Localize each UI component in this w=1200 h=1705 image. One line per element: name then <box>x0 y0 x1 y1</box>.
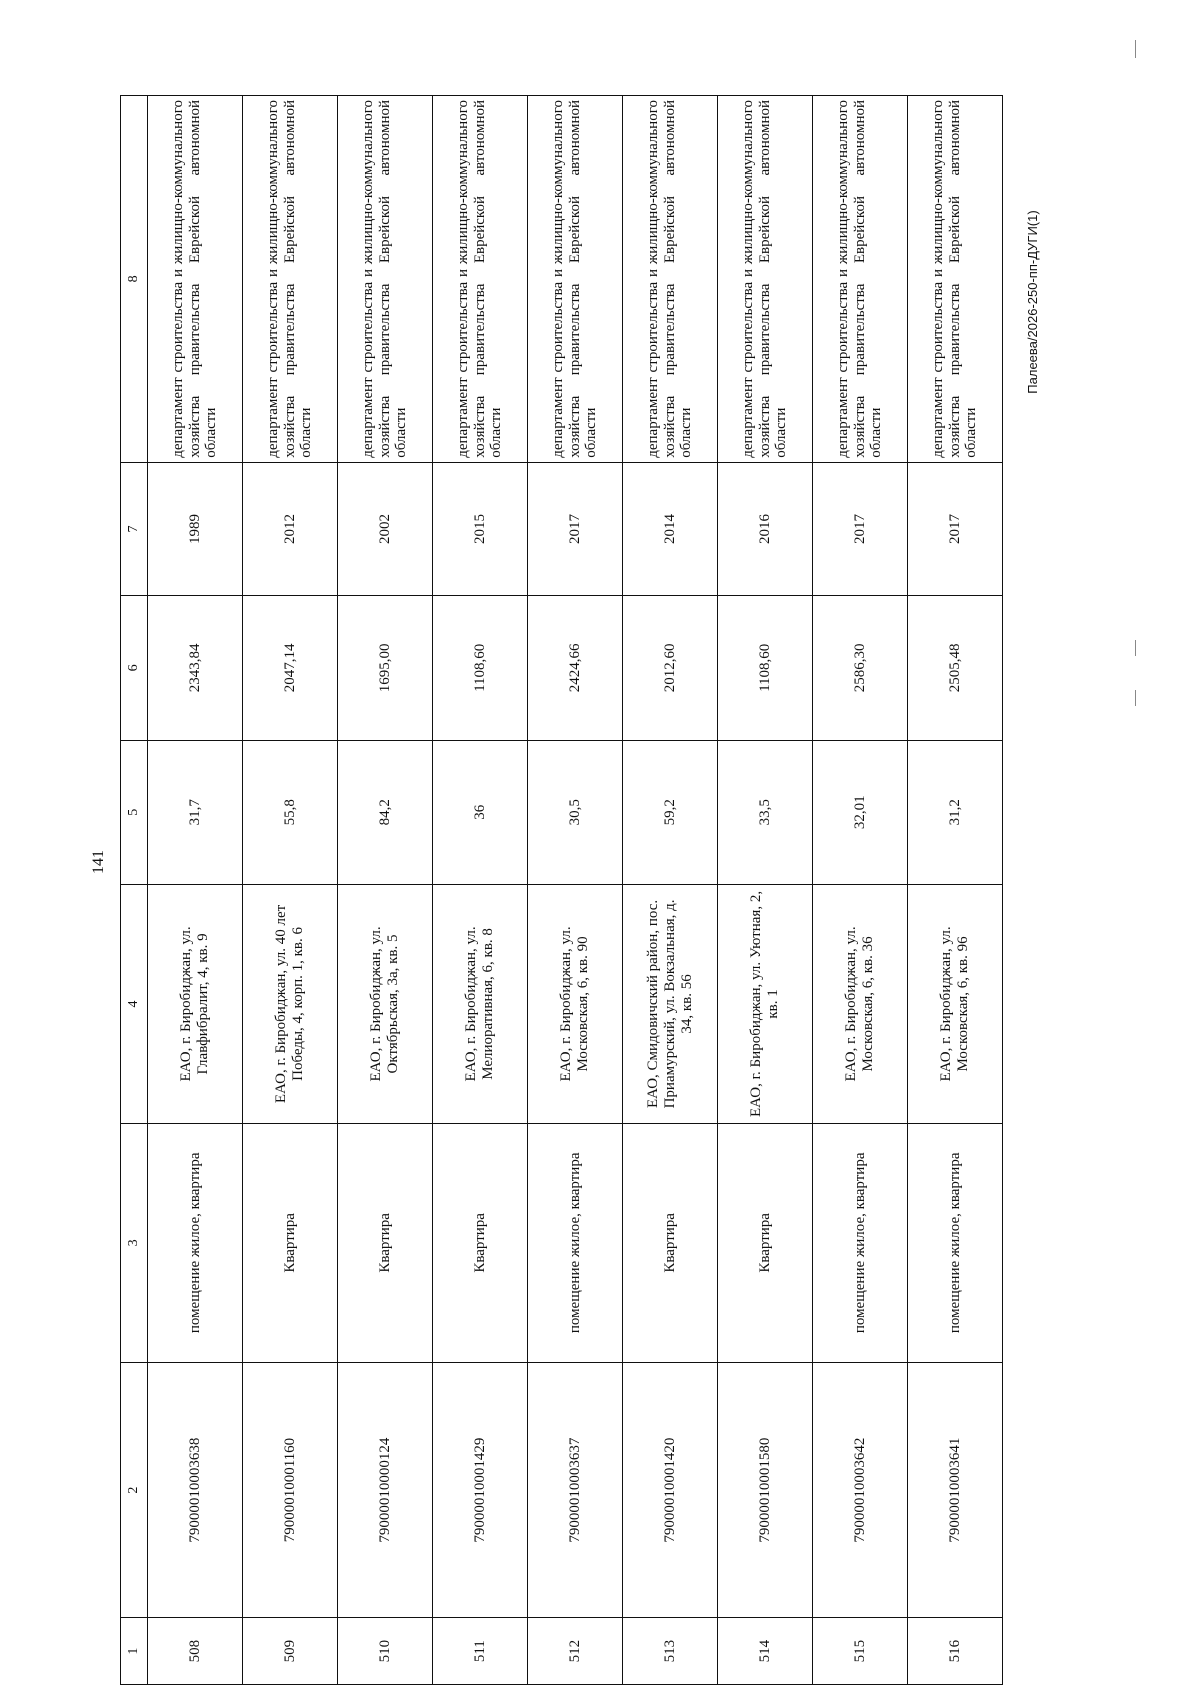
property-year: 1989 <box>148 462 243 595</box>
table-row <box>338 96 433 1685</box>
property-address: ЕАО, Смидовичский район, пос. Приамурский, ул. Вокзальная, д. 34, кв. 56 <box>623 885 718 1124</box>
property-holder: департамент строительства и жилищно-коммунального хозяйства правительства Еврейской автономной области <box>623 96 718 463</box>
property-area: 31,2 <box>908 740 1003 884</box>
registry-number: 79000010001160 <box>243 1362 338 1618</box>
column-header: 2 <box>121 1362 148 1618</box>
table-row <box>433 96 528 1685</box>
registry-number: 79000010000124 <box>338 1362 433 1618</box>
property-address: ЕАО, г. Биробиджан, ул. Мелиоративная, 6, кв. 8 <box>433 885 528 1124</box>
column-header: 5 <box>121 740 148 884</box>
property-holder: департамент строительства и жилищно-коммунального хозяйства правительства Еврейской автономной области <box>908 96 1003 463</box>
table-row <box>528 96 623 1685</box>
registry-number: 79000010003641 <box>908 1362 1003 1618</box>
row-number: 511 <box>433 1618 528 1685</box>
property-type: помещение жилое, квартира <box>908 1123 1003 1362</box>
page-number: 141 <box>90 850 107 874</box>
property-area: 33,5 <box>718 740 813 884</box>
table-row <box>718 96 813 1685</box>
property-address: ЕАО, г. Биробиджан, ул. Уютная, 2, кв. 1 <box>718 885 813 1124</box>
row-number: 513 <box>623 1618 718 1685</box>
property-type: Квартира <box>623 1123 718 1362</box>
property-year: 2002 <box>338 462 433 595</box>
property-value: 2505,48 <box>908 596 1003 740</box>
property-area: 59,2 <box>623 740 718 884</box>
property-address: ЕАО, г. Биробиджан, ул. Московская, 6, кв. 36 <box>813 885 908 1124</box>
row-number: 516 <box>908 1618 1003 1685</box>
registry-number: 79000010003642 <box>813 1362 908 1618</box>
property-holder: департамент строительства и жилищно-коммунального хозяйства правительства Еврейской автономной области <box>148 96 243 463</box>
property-holder: департамент строительства и жилищно-коммунального хозяйства правительства Еврейской автономной области <box>338 96 433 463</box>
property-value: 2586,30 <box>813 596 908 740</box>
property-value: 2012,60 <box>623 596 718 740</box>
registry-number: 79000010003638 <box>148 1362 243 1618</box>
property-value: 1695,00 <box>338 596 433 740</box>
table-header-row <box>121 96 148 1685</box>
property-type: помещение жилое, квартира <box>528 1123 623 1362</box>
property-type: помещение жилое, квартира <box>813 1123 908 1362</box>
property-area: 55,8 <box>243 740 338 884</box>
property-area: 31,7 <box>148 740 243 884</box>
column-header: 3 <box>121 1123 148 1362</box>
scan-artifact <box>1135 40 1136 58</box>
scan-artifact <box>1135 690 1136 706</box>
property-value: 2343,84 <box>148 596 243 740</box>
property-year: 2015 <box>433 462 528 595</box>
column-header: 4 <box>121 885 148 1124</box>
row-number: 509 <box>243 1618 338 1685</box>
property-year: 2017 <box>528 462 623 595</box>
document-reference: Палеева/2026-250-пп-ДУГИ(1) <box>1025 210 1040 394</box>
property-holder: департамент строительства и жилищно-коммунального хозяйства правительства Еврейской автономной области <box>243 96 338 463</box>
property-year: 2017 <box>813 462 908 595</box>
column-header: 7 <box>121 462 148 595</box>
property-type: Квартира <box>718 1123 813 1362</box>
property-area: 30,5 <box>528 740 623 884</box>
property-type: Квартира <box>243 1123 338 1362</box>
column-header: 1 <box>121 1618 148 1685</box>
property-value: 2047,14 <box>243 596 338 740</box>
property-value: 1108,60 <box>718 596 813 740</box>
table-row <box>908 96 1003 1685</box>
property-year: 2014 <box>623 462 718 595</box>
property-area: 32,01 <box>813 740 908 884</box>
property-table-container <box>120 95 980 1685</box>
registry-number: 79000010003637 <box>528 1362 623 1618</box>
property-type: Квартира <box>338 1123 433 1362</box>
property-holder: департамент строительства и жилищно-коммунального хозяйства правительства Еврейской автономной области <box>528 96 623 463</box>
property-type: помещение жилое, квартира <box>148 1123 243 1362</box>
property-address: ЕАО, г. Биробиджан, ул. Московская, 6, кв. 96 <box>908 885 1003 1124</box>
table-row <box>623 96 718 1685</box>
property-holder: департамент строительства и жилищно-коммунального хозяйства правительства Еврейской автономной области <box>813 96 908 463</box>
row-number: 512 <box>528 1618 623 1685</box>
table-row <box>813 96 908 1685</box>
property-area: 36 <box>433 740 528 884</box>
column-header: 8 <box>121 96 148 463</box>
table-row <box>148 96 243 1685</box>
property-address: ЕАО, г. Биробиджан, ул. Московская, 6, кв. 90 <box>528 885 623 1124</box>
property-year: 2012 <box>243 462 338 595</box>
row-number: 515 <box>813 1618 908 1685</box>
property-address: ЕАО, г. Биробиджан, ул. 40 лет Победы, 4, корп. 1, кв. 6 <box>243 885 338 1124</box>
property-holder: департамент строительства и жилищно-коммунального хозяйства правительства Еврейской автономной области <box>718 96 813 463</box>
property-table <box>120 95 1003 1685</box>
registry-number: 79000010001429 <box>433 1362 528 1618</box>
property-address: ЕАО, г. Биробиджан, ул. Октябрьская, 3а, кв. 5 <box>338 885 433 1124</box>
row-number: 510 <box>338 1618 433 1685</box>
column-header: 6 <box>121 596 148 740</box>
property-area: 84,2 <box>338 740 433 884</box>
property-year: 2017 <box>908 462 1003 595</box>
scan-artifact <box>1135 640 1136 656</box>
registry-number: 79000010001420 <box>623 1362 718 1618</box>
registry-number: 79000010001580 <box>718 1362 813 1618</box>
table-row <box>243 96 338 1685</box>
property-value: 1108,60 <box>433 596 528 740</box>
property-value: 2424,66 <box>528 596 623 740</box>
row-number: 508 <box>148 1618 243 1685</box>
property-address: ЕАО, г. Биробиджан, ул. Главфибралит, 4, кв. 9 <box>148 885 243 1124</box>
property-year: 2016 <box>718 462 813 595</box>
property-holder: департамент строительства и жилищно-коммунального хозяйства правительства Еврейской автономной области <box>433 96 528 463</box>
row-number: 514 <box>718 1618 813 1685</box>
property-type: Квартира <box>433 1123 528 1362</box>
